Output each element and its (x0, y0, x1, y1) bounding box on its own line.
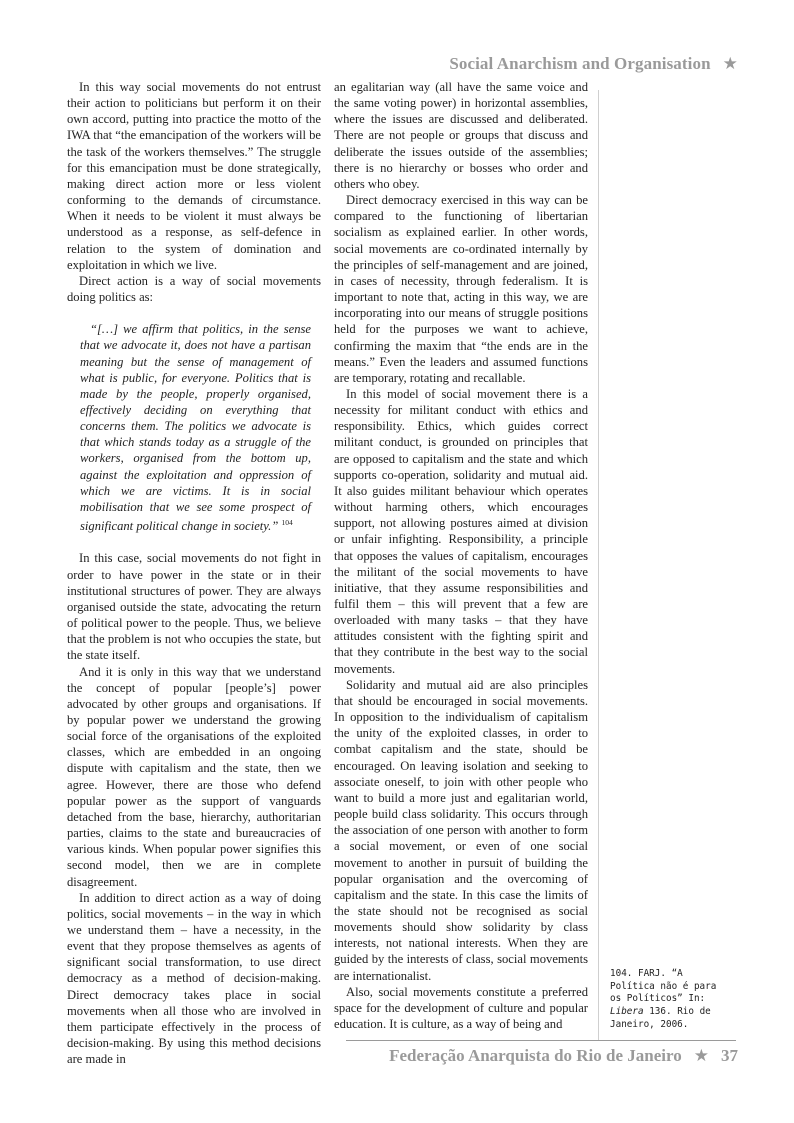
running-title: Social Anarchism and Organisation (449, 54, 711, 73)
publisher-name: Federação Anarquista do Rio de Janeiro (389, 1046, 682, 1065)
star-icon: ★ (722, 54, 738, 73)
quote-text: “[…] we affirm that politics, in the sense that we advocate it, does not have a partisan meaning but the sense of management of what is public, for everyone. Politics that is made by the people, properly organised, effectively deciding on everything that concerns them. The politics we advocate is that which stands today as a struggle of the workers, organised from the bottom up, against the exploitation and oppression of which we are victims. It is in social mobilisation that we see some prospect of significant political change in society.” (80, 322, 311, 534)
margin-divider (598, 90, 599, 1040)
paragraph: In addition to direct action as a way of doing politics, social movements – in the way in which we understand them – have a necessity, in the event that they propose themselves as agents of significant social transformation, to use direct democracy as a method of decision-making. Direct democracy takes place in social movements when all those who are involved in them participate effectively in the process of decision-making. By using this method decisions are made in (67, 890, 321, 1067)
block-quote (80, 321, 311, 534)
paragraph: Direct action is a way of social movements doing politics as: (67, 273, 321, 305)
footer-rule (346, 1040, 736, 1041)
paragraph: an egalitarian way (all have the same voice and the same voting power) in horizontal assemblies, where the issues are discussed and deliberated. There are not people or groups that discuss and deliberate the issues outside of the assemblies; there is no hierarchy or bosses who order and others who obey. (334, 80, 588, 191)
middle-column (334, 79, 588, 1032)
left-column (67, 79, 321, 1067)
running-head (449, 54, 738, 74)
paragraph: And it is only in this way that we understand the concept of popular [people’s] power advocated by other groups and organisations. If by popular power we understand the growing social force of the organisations of the exploited classes, which are embedded in an ongoing dispute with capitalism and the state, then we agree. However, there are those who defend popular power as the support of vanguards detached from the base, hierarchy, authoritarian parties, claims to the state and bureaucracies of various kinds. When popular power signifies this second model, then we are in complete disagreement. (67, 664, 321, 889)
star-icon: ★ (693, 1046, 709, 1065)
footer (389, 1046, 738, 1066)
paragraph: In this case, social movements do not fight in order to have power in the state or in their institutional structures of power. They are always organised outside the state, advocating the return of political power to the people. Thus, we believe that the problem is not who occupies the state, but the state itself. (67, 551, 321, 663)
footnote-reference[interactable]: 104 (281, 518, 293, 528)
footnote-text: 104. FARJ. “A Política não é para os Políticos” In: (610, 968, 717, 1005)
paragraph: In this model of social movement there is a necessity for militant conduct with ethics and responsibility. Ethics, which guides correct militant conduct, is grounded on principles that are opposed to capitalism and the state and which supports co-operation, solidarity and mutual aid. It also guides militant behaviour which operates without harming others, which encourages support, not allowing postures aimed at division or unfair infighting. Responsibility, a principle that opposes the values of capitalism, encourages the militant of the social movements to have initiative, that they assume responsibilities and fulfil them – this will prevent that a few are overloaded with many tasks – that they have attitudes consistent with the fighting spirit and that they contribute in the best way to the social movements. (334, 386, 588, 676)
footnote (610, 968, 732, 1032)
page-number: 37 (721, 1046, 738, 1065)
footnote-journal: Libera (610, 1006, 644, 1018)
paragraph: Solidarity and mutual aid are also principles that should be encouraged in social movements. In opposition to the individualism of capitalism the unity of the exploited classes, in order to combat capitalism and the state, should be encouraged. On leaving isolation and seeking to associate oneself, to join with other people who want to build a more just and egalitarian world, people build class solidarity. This occurs through the association of one person with another to form a social movement, or even of one social movement to another in pursuit of building the popular organisation and the overcoming of capitalism and the state. In this case the limits of the state should not be recognised as social movements should show solidarity by class interests, not national interests. When they are guided by the interests of class, social movements are internationalist. (334, 677, 588, 983)
paragraph: In this way social movements do not entrust their action to politicians but perform it on their own accord, putting into practice the motto of the IWA that “the emancipation of the workers will be the task of the workers themselves.” The struggle for this emancipation must be done strategically, making direct action more or less violent conforming to the demands of circumstance. When it needs to be violent it must always be understood as a response, as self-defence in relation to the system of domination and exploitation in which we live. (67, 80, 321, 272)
footnote-details: 136. Rio de Janeiro, 2006. (610, 1006, 711, 1030)
paragraph: Direct democracy exercised in this way can be compared to the functioning of libertarian socialism as explained earlier. In other words, social movements are co-ordinated internally by the principles of self-management and are joined, in cases of necessity, through federalism. It is important to note that, acting in this way, we are incorporating into our means of struggle positions held for the purposes we want to achieve, confirming the maxim that “the ends are in the means.” Even the leaders and assumed functions are temporary, rotating and recallable. (334, 193, 588, 385)
paragraph: Also, social movements constitute a preferred space for the development of culture and popular education. It is culture, as a way of being and (334, 984, 588, 1032)
